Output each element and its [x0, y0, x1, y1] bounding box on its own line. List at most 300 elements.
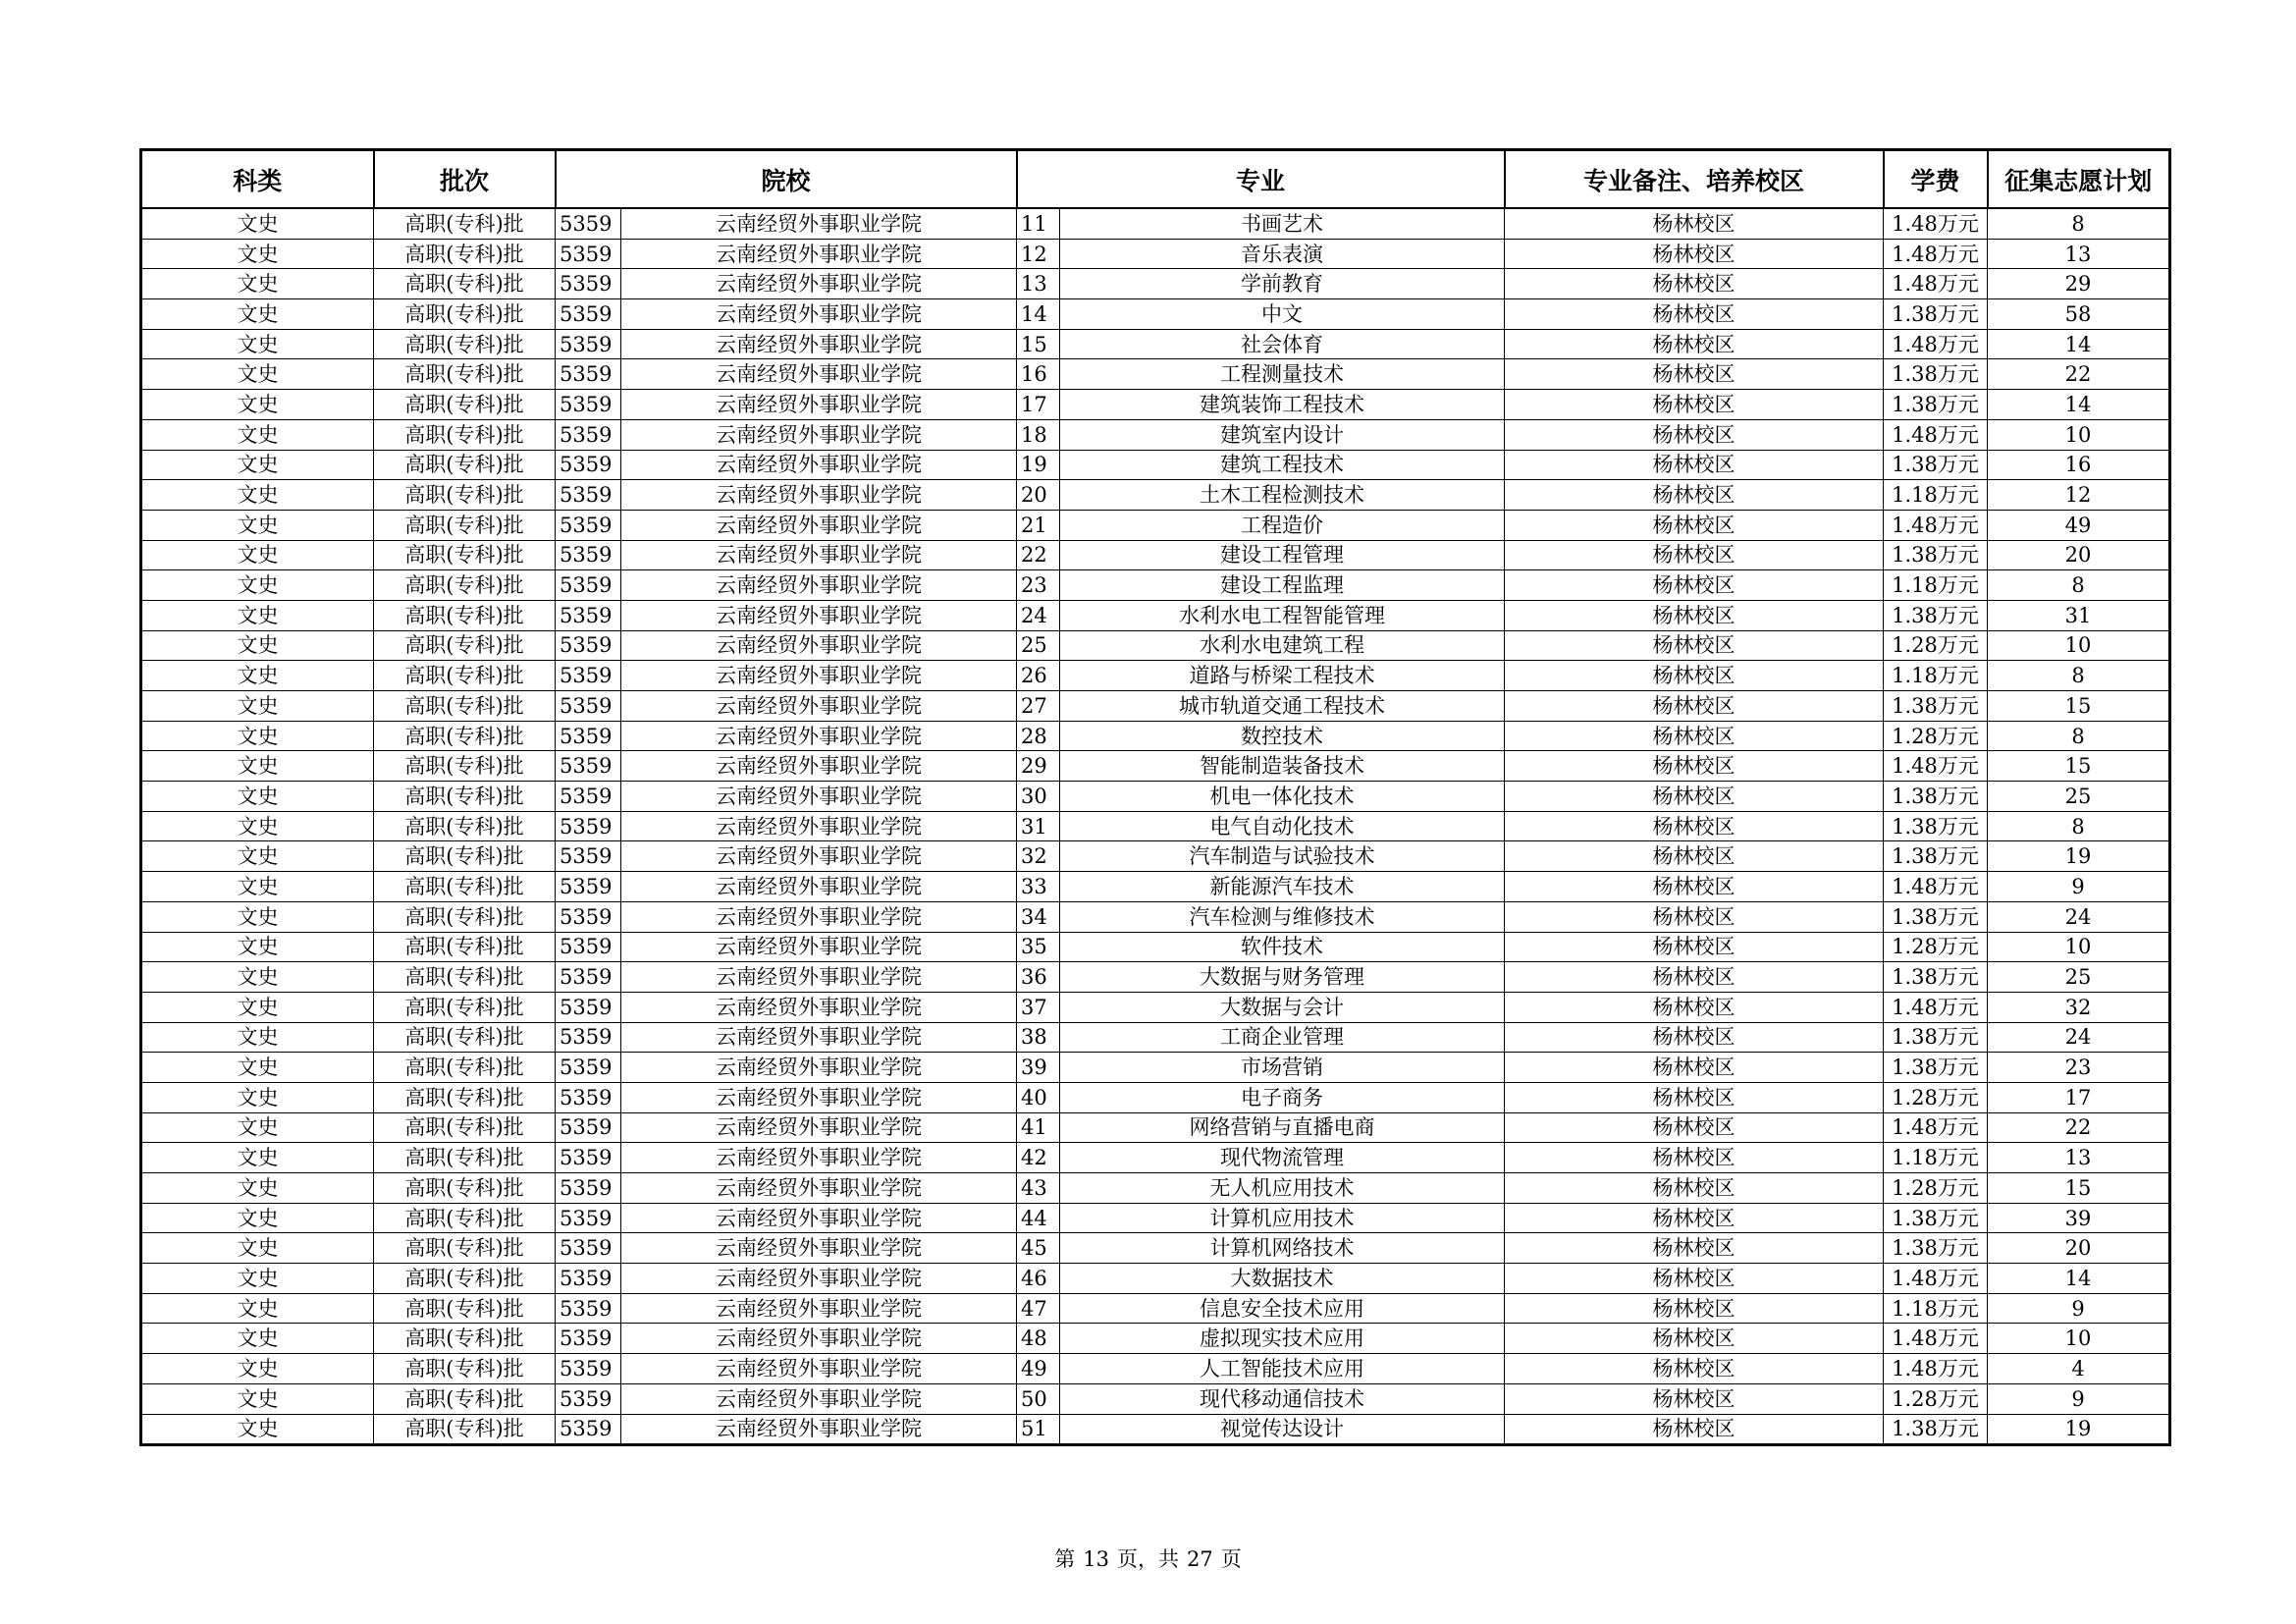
- cell-school-name: 云南经贸外事职业学院: [621, 811, 1017, 841]
- cell-major-code: 22: [1017, 540, 1060, 570]
- cell-school-name: 云南经贸外事职业学院: [621, 540, 1017, 570]
- cell-school-code: 5359: [556, 901, 621, 932]
- cell-plan: 8: [1988, 661, 2170, 691]
- cell-plan: 25: [1988, 782, 2170, 812]
- cell-category: 文史: [141, 661, 374, 691]
- cell-major-code: 18: [1017, 419, 1060, 450]
- cell-school-code: 5359: [556, 1173, 621, 1204]
- cell-school-name: 云南经贸外事职业学院: [621, 1383, 1017, 1414]
- table-row: [141, 390, 2170, 420]
- cell-school-name: 云南经贸外事职业学院: [621, 480, 1017, 511]
- cell-plan: 20: [1988, 540, 2170, 570]
- cell-tuition: 1.48万元: [1884, 751, 1988, 782]
- cell-tuition: 1.48万元: [1884, 872, 1988, 902]
- cell-school-name: 云南经贸外事职业学院: [621, 299, 1017, 330]
- cell-major-code: 23: [1017, 570, 1060, 601]
- cell-category: 文史: [141, 329, 374, 359]
- cell-major-name: 人工智能技术应用: [1060, 1354, 1505, 1384]
- cell-major-name: 城市轨道交通工程技术: [1060, 691, 1505, 722]
- cell-batch: 高职(专科)批: [374, 450, 556, 480]
- cell-major-code: 19: [1017, 450, 1060, 480]
- cell-school-name: 云南经贸外事职业学院: [621, 1203, 1017, 1233]
- cell-remarks: 杨林校区: [1505, 751, 1884, 782]
- cell-category: 文史: [141, 1173, 374, 1204]
- cell-category: 文史: [141, 1264, 374, 1294]
- cell-category: 文史: [141, 600, 374, 630]
- cell-major-name: 智能制造装备技术: [1060, 751, 1505, 782]
- cell-remarks: 杨林校区: [1505, 691, 1884, 722]
- cell-plan: 58: [1988, 299, 2170, 330]
- cell-major-name: 建筑工程技术: [1060, 450, 1505, 480]
- footer-suffix: 页: [1220, 1547, 1242, 1571]
- cell-major-code: 51: [1017, 1414, 1060, 1445]
- cell-school-code: 5359: [556, 299, 621, 330]
- cell-school-code: 5359: [556, 269, 621, 299]
- cell-plan: 49: [1988, 510, 2170, 540]
- cell-category: 文史: [141, 450, 374, 480]
- cell-category: 文史: [141, 1082, 374, 1112]
- cell-major-name: 水利水电建筑工程: [1060, 630, 1505, 661]
- cell-batch: 高职(专科)批: [374, 1414, 556, 1445]
- cell-school-name: 云南经贸外事职业学院: [621, 1233, 1017, 1264]
- cell-school-name: 云南经贸外事职业学院: [621, 630, 1017, 661]
- cell-major-code: 26: [1017, 661, 1060, 691]
- cell-plan: 10: [1988, 932, 2170, 962]
- cell-batch: 高职(专科)批: [374, 239, 556, 269]
- cell-tuition: 1.48万元: [1884, 1264, 1988, 1294]
- cell-school-name: 云南经贸外事职业学院: [621, 450, 1017, 480]
- cell-batch: 高职(专科)批: [374, 661, 556, 691]
- cell-major-name: 计算机网络技术: [1060, 1233, 1505, 1264]
- footer-prefix: 第: [1054, 1547, 1076, 1571]
- cell-remarks: 杨林校区: [1505, 932, 1884, 962]
- header-batch: 批次: [374, 150, 556, 209]
- cell-major-name: 信息安全技术应用: [1060, 1293, 1505, 1324]
- cell-plan: 32: [1988, 992, 2170, 1022]
- table-row: [141, 510, 2170, 540]
- cell-major-name: 大数据与会计: [1060, 992, 1505, 1022]
- cell-tuition: 1.48万元: [1884, 1112, 1988, 1143]
- table-row: [141, 1053, 2170, 1083]
- cell-school-code: 5359: [556, 962, 621, 993]
- table-row: [141, 721, 2170, 751]
- cell-remarks: 杨林校区: [1505, 1383, 1884, 1414]
- cell-category: 文史: [141, 208, 374, 239]
- cell-major-code: 34: [1017, 901, 1060, 932]
- cell-school-name: 云南经贸外事职业学院: [621, 1324, 1017, 1354]
- cell-school-code: 5359: [556, 329, 621, 359]
- footer-page-number: 13: [1083, 1547, 1109, 1571]
- cell-school-code: 5359: [556, 630, 621, 661]
- cell-tuition: 1.38万元: [1884, 1414, 1988, 1445]
- cell-school-name: 云南经贸外事职业学院: [621, 1354, 1017, 1384]
- cell-school-code: 5359: [556, 1293, 621, 1324]
- cell-tuition: 1.38万元: [1884, 691, 1988, 722]
- cell-major-name: 建设工程监理: [1060, 570, 1505, 601]
- cell-tuition: 1.48万元: [1884, 208, 1988, 239]
- cell-category: 文史: [141, 901, 374, 932]
- cell-plan: 15: [1988, 1173, 2170, 1204]
- cell-tuition: 1.38万元: [1884, 359, 1988, 390]
- cell-major-code: 38: [1017, 1022, 1060, 1053]
- cell-batch: 高职(专科)批: [374, 419, 556, 450]
- cell-remarks: 杨林校区: [1505, 299, 1884, 330]
- cell-category: 文史: [141, 419, 374, 450]
- cell-plan: 15: [1988, 751, 2170, 782]
- cell-tuition: 1.38万元: [1884, 841, 1988, 872]
- cell-major-name: 虚拟现实技术应用: [1060, 1324, 1505, 1354]
- cell-major-code: 17: [1017, 390, 1060, 420]
- cell-school-code: 5359: [556, 419, 621, 450]
- cell-school-code: 5359: [556, 510, 621, 540]
- cell-plan: 10: [1988, 419, 2170, 450]
- cell-major-name: 书画艺术: [1060, 208, 1505, 239]
- table-row: [141, 751, 2170, 782]
- cell-school-name: 云南经贸外事职业学院: [621, 1082, 1017, 1112]
- cell-remarks: 杨林校区: [1505, 841, 1884, 872]
- cell-category: 文史: [141, 992, 374, 1022]
- cell-school-name: 云南经贸外事职业学院: [621, 782, 1017, 812]
- cell-major-name: 新能源汽车技术: [1060, 872, 1505, 902]
- admission-plan-table: [139, 148, 2171, 1446]
- cell-school-name: 云南经贸外事职业学院: [621, 390, 1017, 420]
- table-row: [141, 540, 2170, 570]
- cell-school-name: 云南经贸外事职业学院: [621, 1293, 1017, 1324]
- cell-batch: 高职(专科)批: [374, 1173, 556, 1204]
- cell-plan: 15: [1988, 691, 2170, 722]
- cell-remarks: 杨林校区: [1505, 901, 1884, 932]
- cell-category: 文史: [141, 359, 374, 390]
- cell-tuition: 1.38万元: [1884, 299, 1988, 330]
- cell-school-code: 5359: [556, 570, 621, 601]
- table-row: [141, 691, 2170, 722]
- table-row: [141, 269, 2170, 299]
- header-major: 专业: [1017, 150, 1505, 209]
- cell-remarks: 杨林校区: [1505, 1293, 1884, 1324]
- cell-remarks: 杨林校区: [1505, 1022, 1884, 1053]
- cell-batch: 高职(专科)批: [374, 390, 556, 420]
- cell-major-code: 37: [1017, 992, 1060, 1022]
- cell-plan: 8: [1988, 208, 2170, 239]
- cell-plan: 19: [1988, 841, 2170, 872]
- cell-school-name: 云南经贸外事职业学院: [621, 721, 1017, 751]
- cell-category: 文史: [141, 299, 374, 330]
- cell-school-name: 云南经贸外事职业学院: [621, 691, 1017, 722]
- cell-category: 文史: [141, 1293, 374, 1324]
- cell-remarks: 杨林校区: [1505, 329, 1884, 359]
- cell-batch: 高职(专科)批: [374, 1112, 556, 1143]
- cell-tuition: 1.28万元: [1884, 1173, 1988, 1204]
- cell-school-name: 云南经贸外事职业学院: [621, 901, 1017, 932]
- cell-tuition: 1.48万元: [1884, 992, 1988, 1022]
- cell-tuition: 1.48万元: [1884, 1324, 1988, 1354]
- cell-tuition: 1.38万元: [1884, 390, 1988, 420]
- cell-school-code: 5359: [556, 1354, 621, 1384]
- cell-school-name: 云南经贸外事职业学院: [621, 1143, 1017, 1173]
- cell-school-code: 5359: [556, 721, 621, 751]
- cell-tuition: 1.38万元: [1884, 811, 1988, 841]
- cell-tuition: 1.38万元: [1884, 901, 1988, 932]
- table-row: [141, 1143, 2170, 1173]
- table-row: [141, 782, 2170, 812]
- cell-remarks: 杨林校区: [1505, 962, 1884, 993]
- cell-tuition: 1.18万元: [1884, 1293, 1988, 1324]
- cell-batch: 高职(专科)批: [374, 1022, 556, 1053]
- cell-tuition: 1.48万元: [1884, 239, 1988, 269]
- cell-major-code: 15: [1017, 329, 1060, 359]
- cell-plan: 16: [1988, 450, 2170, 480]
- cell-plan: 24: [1988, 1022, 2170, 1053]
- cell-remarks: 杨林校区: [1505, 1173, 1884, 1204]
- cell-major-name: 机电一体化技术: [1060, 782, 1505, 812]
- cell-batch: 高职(专科)批: [374, 510, 556, 540]
- cell-batch: 高职(专科)批: [374, 1143, 556, 1173]
- cell-category: 文史: [141, 962, 374, 993]
- cell-category: 文史: [141, 872, 374, 902]
- cell-major-name: 工程造价: [1060, 510, 1505, 540]
- cell-school-name: 云南经贸外事职业学院: [621, 932, 1017, 962]
- cell-major-code: 50: [1017, 1383, 1060, 1414]
- cell-school-code: 5359: [556, 841, 621, 872]
- table-row: [141, 1022, 2170, 1053]
- cell-school-name: 云南经贸外事职业学院: [621, 208, 1017, 239]
- cell-tuition: 1.38万元: [1884, 962, 1988, 993]
- cell-batch: 高职(专科)批: [374, 872, 556, 902]
- cell-major-code: 14: [1017, 299, 1060, 330]
- cell-category: 文史: [141, 1053, 374, 1083]
- cell-tuition: 1.18万元: [1884, 1143, 1988, 1173]
- cell-major-code: 35: [1017, 932, 1060, 962]
- cell-batch: 高职(专科)批: [374, 962, 556, 993]
- cell-school-name: 云南经贸外事职业学院: [621, 1053, 1017, 1083]
- cell-school-code: 5359: [556, 208, 621, 239]
- cell-plan: 13: [1988, 1143, 2170, 1173]
- cell-category: 文史: [141, 751, 374, 782]
- cell-plan: 9: [1988, 872, 2170, 902]
- table-row: [141, 359, 2170, 390]
- cell-remarks: 杨林校区: [1505, 269, 1884, 299]
- cell-major-name: 现代物流管理: [1060, 1143, 1505, 1173]
- header-plan: 征集志愿计划: [1988, 150, 2170, 209]
- cell-plan: 25: [1988, 962, 2170, 993]
- cell-school-code: 5359: [556, 782, 621, 812]
- cell-batch: 高职(专科)批: [374, 208, 556, 239]
- cell-school-code: 5359: [556, 1264, 621, 1294]
- cell-tuition: 1.48万元: [1884, 329, 1988, 359]
- cell-plan: 10: [1988, 630, 2170, 661]
- cell-school-name: 云南经贸外事职业学院: [621, 841, 1017, 872]
- cell-school-name: 云南经贸外事职业学院: [621, 992, 1017, 1022]
- cell-school-name: 云南经贸外事职业学院: [621, 962, 1017, 993]
- cell-school-name: 云南经贸外事职业学院: [621, 329, 1017, 359]
- cell-major-name: 建筑装饰工程技术: [1060, 390, 1505, 420]
- cell-batch: 高职(专科)批: [374, 600, 556, 630]
- cell-school-name: 云南经贸外事职业学院: [621, 570, 1017, 601]
- cell-plan: 39: [1988, 1203, 2170, 1233]
- cell-school-code: 5359: [556, 811, 621, 841]
- cell-category: 文史: [141, 1112, 374, 1143]
- cell-remarks: 杨林校区: [1505, 570, 1884, 601]
- cell-plan: 19: [1988, 1414, 2170, 1445]
- cell-batch: 高职(专科)批: [374, 630, 556, 661]
- table-row: [141, 1173, 2170, 1204]
- cell-school-name: 云南经贸外事职业学院: [621, 872, 1017, 902]
- table-row: [141, 1203, 2170, 1233]
- cell-major-code: 46: [1017, 1264, 1060, 1294]
- cell-school-code: 5359: [556, 450, 621, 480]
- cell-school-code: 5359: [556, 1022, 621, 1053]
- cell-major-code: 28: [1017, 721, 1060, 751]
- cell-major-name: 数控技术: [1060, 721, 1505, 751]
- cell-major-code: 24: [1017, 600, 1060, 630]
- cell-remarks: 杨林校区: [1505, 630, 1884, 661]
- table-row: [141, 570, 2170, 601]
- cell-school-code: 5359: [556, 691, 621, 722]
- cell-remarks: 杨林校区: [1505, 390, 1884, 420]
- table-row: [141, 1383, 2170, 1414]
- cell-major-name: 土木工程检测技术: [1060, 480, 1505, 511]
- cell-plan: 22: [1988, 1112, 2170, 1143]
- cell-tuition: 1.18万元: [1884, 661, 1988, 691]
- cell-category: 文史: [141, 1143, 374, 1173]
- cell-remarks: 杨林校区: [1505, 1203, 1884, 1233]
- cell-tuition: 1.38万元: [1884, 1233, 1988, 1264]
- cell-major-name: 电子商务: [1060, 1082, 1505, 1112]
- cell-category: 文史: [141, 1022, 374, 1053]
- cell-school-name: 云南经贸外事职业学院: [621, 269, 1017, 299]
- table-row: [141, 1082, 2170, 1112]
- cell-school-code: 5359: [556, 1112, 621, 1143]
- cell-batch: 高职(专科)批: [374, 359, 556, 390]
- cell-batch: 高职(专科)批: [374, 540, 556, 570]
- cell-batch: 高职(专科)批: [374, 782, 556, 812]
- cell-major-code: 16: [1017, 359, 1060, 390]
- cell-plan: 4: [1988, 1354, 2170, 1384]
- table-row: [141, 962, 2170, 993]
- cell-school-code: 5359: [556, 1233, 621, 1264]
- cell-major-name: 水利水电工程智能管理: [1060, 600, 1505, 630]
- cell-remarks: 杨林校区: [1505, 450, 1884, 480]
- header-category: 科类: [141, 150, 374, 209]
- cell-category: 文史: [141, 721, 374, 751]
- cell-category: 文史: [141, 510, 374, 540]
- cell-major-code: 45: [1017, 1233, 1060, 1264]
- cell-school-name: 云南经贸外事职业学院: [621, 419, 1017, 450]
- table-row: [141, 419, 2170, 450]
- cell-school-name: 云南经贸外事职业学院: [621, 1414, 1017, 1445]
- cell-tuition: 1.18万元: [1884, 480, 1988, 511]
- cell-tuition: 1.48万元: [1884, 419, 1988, 450]
- cell-batch: 高职(专科)批: [374, 1264, 556, 1294]
- cell-batch: 高职(专科)批: [374, 1383, 556, 1414]
- cell-major-name: 计算机应用技术: [1060, 1203, 1505, 1233]
- cell-tuition: 1.48万元: [1884, 1354, 1988, 1384]
- cell-batch: 高职(专科)批: [374, 329, 556, 359]
- cell-major-code: 49: [1017, 1354, 1060, 1384]
- cell-category: 文史: [141, 811, 374, 841]
- cell-major-code: 32: [1017, 841, 1060, 872]
- cell-remarks: 杨林校区: [1505, 1264, 1884, 1294]
- cell-batch: 高职(专科)批: [374, 269, 556, 299]
- cell-school-code: 5359: [556, 480, 621, 511]
- cell-school-code: 5359: [556, 1203, 621, 1233]
- cell-plan: 22: [1988, 359, 2170, 390]
- table-body: [141, 208, 2170, 1445]
- cell-batch: 高职(专科)批: [374, 1293, 556, 1324]
- cell-remarks: 杨林校区: [1505, 480, 1884, 511]
- cell-school-code: 5359: [556, 932, 621, 962]
- cell-major-name: 建筑室内设计: [1060, 419, 1505, 450]
- table-row: [141, 811, 2170, 841]
- cell-school-code: 5359: [556, 1383, 621, 1414]
- cell-school-code: 5359: [556, 751, 621, 782]
- cell-major-code: 21: [1017, 510, 1060, 540]
- cell-major-name: 电气自动化技术: [1060, 811, 1505, 841]
- cell-school-code: 5359: [556, 600, 621, 630]
- cell-major-code: 39: [1017, 1053, 1060, 1083]
- cell-major-code: 27: [1017, 691, 1060, 722]
- cell-major-code: 44: [1017, 1203, 1060, 1233]
- cell-school-code: 5359: [556, 1143, 621, 1173]
- cell-batch: 高职(专科)批: [374, 1324, 556, 1354]
- cell-major-code: 25: [1017, 630, 1060, 661]
- cell-major-name: 大数据技术: [1060, 1264, 1505, 1294]
- table-row: [141, 299, 2170, 330]
- cell-plan: 12: [1988, 480, 2170, 511]
- cell-major-name: 视觉传达设计: [1060, 1414, 1505, 1445]
- cell-school-code: 5359: [556, 1414, 621, 1445]
- cell-school-code: 5359: [556, 992, 621, 1022]
- cell-remarks: 杨林校区: [1505, 419, 1884, 450]
- table-row: [141, 1264, 2170, 1294]
- cell-tuition: 1.38万元: [1884, 1053, 1988, 1083]
- cell-batch: 高职(专科)批: [374, 691, 556, 722]
- cell-tuition: 1.48万元: [1884, 269, 1988, 299]
- cell-batch: 高职(专科)批: [374, 1082, 556, 1112]
- cell-tuition: 1.28万元: [1884, 932, 1988, 962]
- cell-major-name: 学前教育: [1060, 269, 1505, 299]
- cell-remarks: 杨林校区: [1505, 1053, 1884, 1083]
- cell-major-name: 现代移动通信技术: [1060, 1383, 1505, 1414]
- cell-remarks: 杨林校区: [1505, 208, 1884, 239]
- cell-major-code: 30: [1017, 782, 1060, 812]
- cell-major-code: 12: [1017, 239, 1060, 269]
- cell-school-code: 5359: [556, 390, 621, 420]
- cell-major-name: 社会体育: [1060, 329, 1505, 359]
- cell-major-code: 36: [1017, 962, 1060, 993]
- cell-plan: 10: [1988, 1324, 2170, 1354]
- cell-tuition: 1.38万元: [1884, 1022, 1988, 1053]
- cell-plan: 13: [1988, 239, 2170, 269]
- cell-school-name: 云南经贸外事职业学院: [621, 751, 1017, 782]
- table-row: [141, 1233, 2170, 1264]
- cell-remarks: 杨林校区: [1505, 1082, 1884, 1112]
- table-row: [141, 1414, 2170, 1445]
- cell-tuition: 1.38万元: [1884, 1203, 1988, 1233]
- cell-major-code: 43: [1017, 1173, 1060, 1204]
- table-row: [141, 872, 2170, 902]
- cell-major-code: 48: [1017, 1324, 1060, 1354]
- header-remarks: 专业备注、培养校区: [1505, 150, 1884, 209]
- cell-category: 文史: [141, 239, 374, 269]
- cell-major-name: 汽车检测与维修技术: [1060, 901, 1505, 932]
- cell-remarks: 杨林校区: [1505, 540, 1884, 570]
- cell-school-name: 云南经贸外事职业学院: [621, 239, 1017, 269]
- cell-school-name: 云南经贸外事职业学院: [621, 1112, 1017, 1143]
- cell-category: 文史: [141, 932, 374, 962]
- cell-remarks: 杨林校区: [1505, 661, 1884, 691]
- cell-plan: 8: [1988, 811, 2170, 841]
